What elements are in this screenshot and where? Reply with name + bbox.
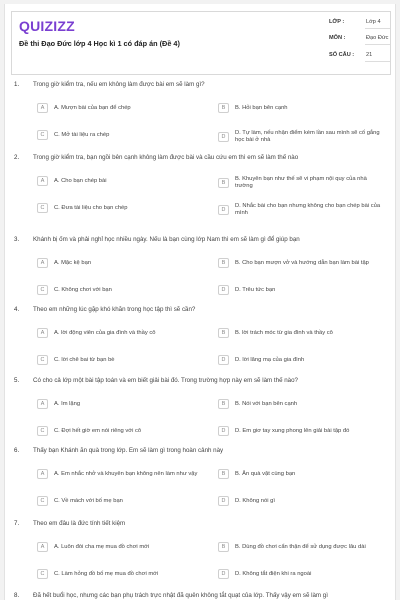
question-text: Khánh bị ốm và phải nghỉ học nhiều ngày. Nếu là bạn cùng lớp Nam thì em sẽ làm gì để giúp bạn [33, 236, 300, 243]
answer-option[interactable] [218, 496, 386, 506]
option-text: B. Ăn quà vặt cùng bạn [235, 470, 296, 477]
answer-option[interactable] [37, 203, 202, 213]
option-letter-box: A [37, 399, 48, 409]
answer-option[interactable] [218, 203, 386, 217]
option-text: A. lời động viên của gia đình và thầy cô [54, 329, 156, 336]
question-number: 2. [14, 154, 20, 161]
option-text: B. lời trách móc từ gia đình và thầy cô [235, 329, 333, 336]
option-letter-box: D [218, 205, 229, 215]
meta-label: MÔN : [329, 35, 346, 41]
meta-divider [365, 44, 390, 45]
question-number: 1. [14, 81, 20, 88]
answer-option[interactable] [218, 426, 386, 436]
option-letter-box: A [37, 542, 48, 552]
option-text: D. Em giơ tay xung phong lên giải bài tập đó [235, 427, 350, 434]
question-text: Trong giờ kiểm tra, bạn ngồi bên cạnh không làm được bài và cầu cứu em thì em sẽ làm thế nào [33, 154, 299, 161]
option-text: C. Mở tài liệu ra chép [54, 131, 110, 138]
option-text: A. Luôn đòi cha mẹ mua đồ chơi mới [54, 543, 150, 550]
option-letter-box: C [37, 496, 48, 506]
option-letter-box: D [218, 426, 229, 436]
option-letter-box: B [218, 103, 229, 113]
question-number: 5. [14, 377, 20, 384]
option-letter-box: A [37, 176, 48, 186]
answer-option[interactable] [37, 399, 202, 409]
question-text: Trong giờ kiểm tra, nếu em không làm được bài em sẽ làm gì? [33, 81, 205, 88]
option-text: B. Cho bạn mượn vở và hướng dẫn bạn làm bài tập [235, 259, 369, 266]
option-letter-box: D [218, 569, 229, 579]
answer-option[interactable] [218, 176, 386, 190]
option-letter-box: C [37, 285, 48, 295]
option-letter-box: D [218, 355, 229, 365]
option-letter-box: A [37, 328, 48, 338]
option-letter-box: C [37, 569, 48, 579]
option-letter-box: A [37, 103, 48, 113]
option-letter-box: C [37, 130, 48, 140]
question-text: Theo em những lúc gặp khó khăn trong học tập thì sẽ cần? [33, 306, 196, 313]
option-letter-box: D [218, 132, 229, 142]
option-text: C. Về mách với bố mẹ bạn [54, 497, 123, 504]
option-letter-box: B [218, 542, 229, 552]
answer-option[interactable] [37, 285, 202, 295]
answer-option[interactable] [37, 469, 202, 479]
meta-value: Lớp 4 [366, 19, 381, 25]
answer-option[interactable] [37, 569, 202, 579]
option-text: D. Trêu tức bạn [235, 286, 276, 293]
answer-option[interactable] [37, 426, 202, 436]
question-text: Thấy bạn Khánh ăn quà trong lớp. Em sẽ làm gì trong hoàn cảnh này [33, 447, 224, 454]
option-text: D. Nhắc bài cho bạn nhưng không cho bạn chép bài của mình [235, 203, 381, 216]
meta-label: SỐ CÂU : [329, 52, 355, 58]
answer-option[interactable] [37, 496, 202, 506]
option-text: D. Không nói gì [235, 497, 275, 504]
worksheet-header [11, 11, 391, 75]
answer-option[interactable] [218, 355, 386, 365]
question-text: Có cho cả lớp một bài tập toán và em biết giải bài đó. Trong trường hợp này em sẽ làm thế nào? [33, 377, 298, 384]
option-letter-box: C [37, 203, 48, 213]
answer-option[interactable] [218, 469, 386, 479]
meta-divider [365, 61, 390, 62]
option-letter-box: B [218, 258, 229, 268]
question-number: 3. [14, 236, 20, 243]
question-number: 6. [14, 447, 20, 454]
answer-option[interactable] [37, 103, 202, 113]
answer-option[interactable] [37, 542, 202, 552]
answer-option[interactable] [37, 258, 202, 268]
answer-option[interactable] [218, 285, 386, 295]
option-letter-box: A [37, 469, 48, 479]
meta-label: LỚP : [329, 19, 345, 25]
option-text: B. Dùng đồ chơi cẩn thận để sử dụng được lâu dài [235, 543, 366, 550]
answer-option[interactable] [218, 399, 386, 409]
option-letter-box: C [37, 426, 48, 436]
option-text: D. Không tắt điện khi ra ngoài [235, 570, 312, 577]
option-text: C. Không chơi với bạn [54, 286, 112, 293]
meta-value: 21 [366, 52, 373, 58]
option-letter-box: B [218, 399, 229, 409]
answer-option[interactable] [218, 258, 386, 268]
option-text: A. Em nhắc nhở và khuyên bạn không nên làm như vậy [54, 470, 198, 477]
option-letter-box: A [37, 258, 48, 268]
question-text: Đã hết buổi học, nhưng các bạn phụ trách trực nhật đã quên không tắt quạt của lớp. Thấy vậy em sẽ làm gì [33, 592, 328, 599]
answer-option[interactable] [37, 176, 202, 186]
option-text: A. Im lặng [54, 400, 81, 407]
option-letter-box: D [218, 285, 229, 295]
question-number: 8. [14, 592, 20, 599]
quizizz-logo: QUIZIZZ [19, 18, 75, 34]
answer-option[interactable] [37, 130, 202, 140]
answer-option[interactable] [218, 328, 386, 338]
answer-option[interactable] [218, 542, 386, 552]
question-text: Theo em đâu là đức tính tiết kiệm [33, 520, 126, 527]
option-text: A. Mượn bài của bạn để chép [54, 104, 131, 111]
answer-option[interactable] [218, 130, 386, 144]
answer-option[interactable] [218, 103, 386, 113]
page-title: Đề thi Đạo Đức lớp 4 Học kì 1 có đáp án (Đề 4) [19, 39, 180, 48]
option-text: C. Đợi hết giờ em nói riêng với cô [54, 427, 142, 434]
option-text: C. Đưa tài liệu cho bạn chép [54, 204, 128, 211]
question-number: 4. [14, 306, 20, 313]
option-text: B. Khuyên bạn như thế sẽ vi phạm nội quy của nhà trường [235, 176, 367, 189]
option-letter-box: B [218, 178, 229, 188]
option-letter-box: C [37, 355, 48, 365]
meta-value: Đạo Đức [366, 35, 389, 41]
meta-divider [365, 28, 390, 29]
option-text: A. Mặc kệ bạn [54, 259, 92, 266]
option-letter-box: D [218, 496, 229, 506]
answer-option[interactable] [37, 355, 202, 365]
option-text: C. lời chê bai từ bạn bè [54, 356, 115, 363]
option-letter-box: B [218, 469, 229, 479]
option-text: B. Hỏi bạn bên cạnh [235, 104, 288, 111]
option-letter-box: B [218, 328, 229, 338]
option-text: B. Nói với bạn bên cạnh [235, 400, 298, 407]
answer-option[interactable] [218, 569, 386, 579]
worksheet-page [4, 4, 396, 600]
option-text: D. lời lăng mạ của gia đình [235, 356, 305, 363]
answer-option[interactable] [37, 328, 202, 338]
option-text: A. Cho bạn chép bài [54, 177, 107, 184]
option-text: C. Làm hỏng đồ bố mẹ mua đồ chơi mới [54, 570, 159, 577]
option-text: D. Tự làm, nếu nhận điểm kém lần sau mình sẽ cố gắng học bài ở nhà [235, 130, 380, 143]
question-number: 7. [14, 520, 20, 527]
